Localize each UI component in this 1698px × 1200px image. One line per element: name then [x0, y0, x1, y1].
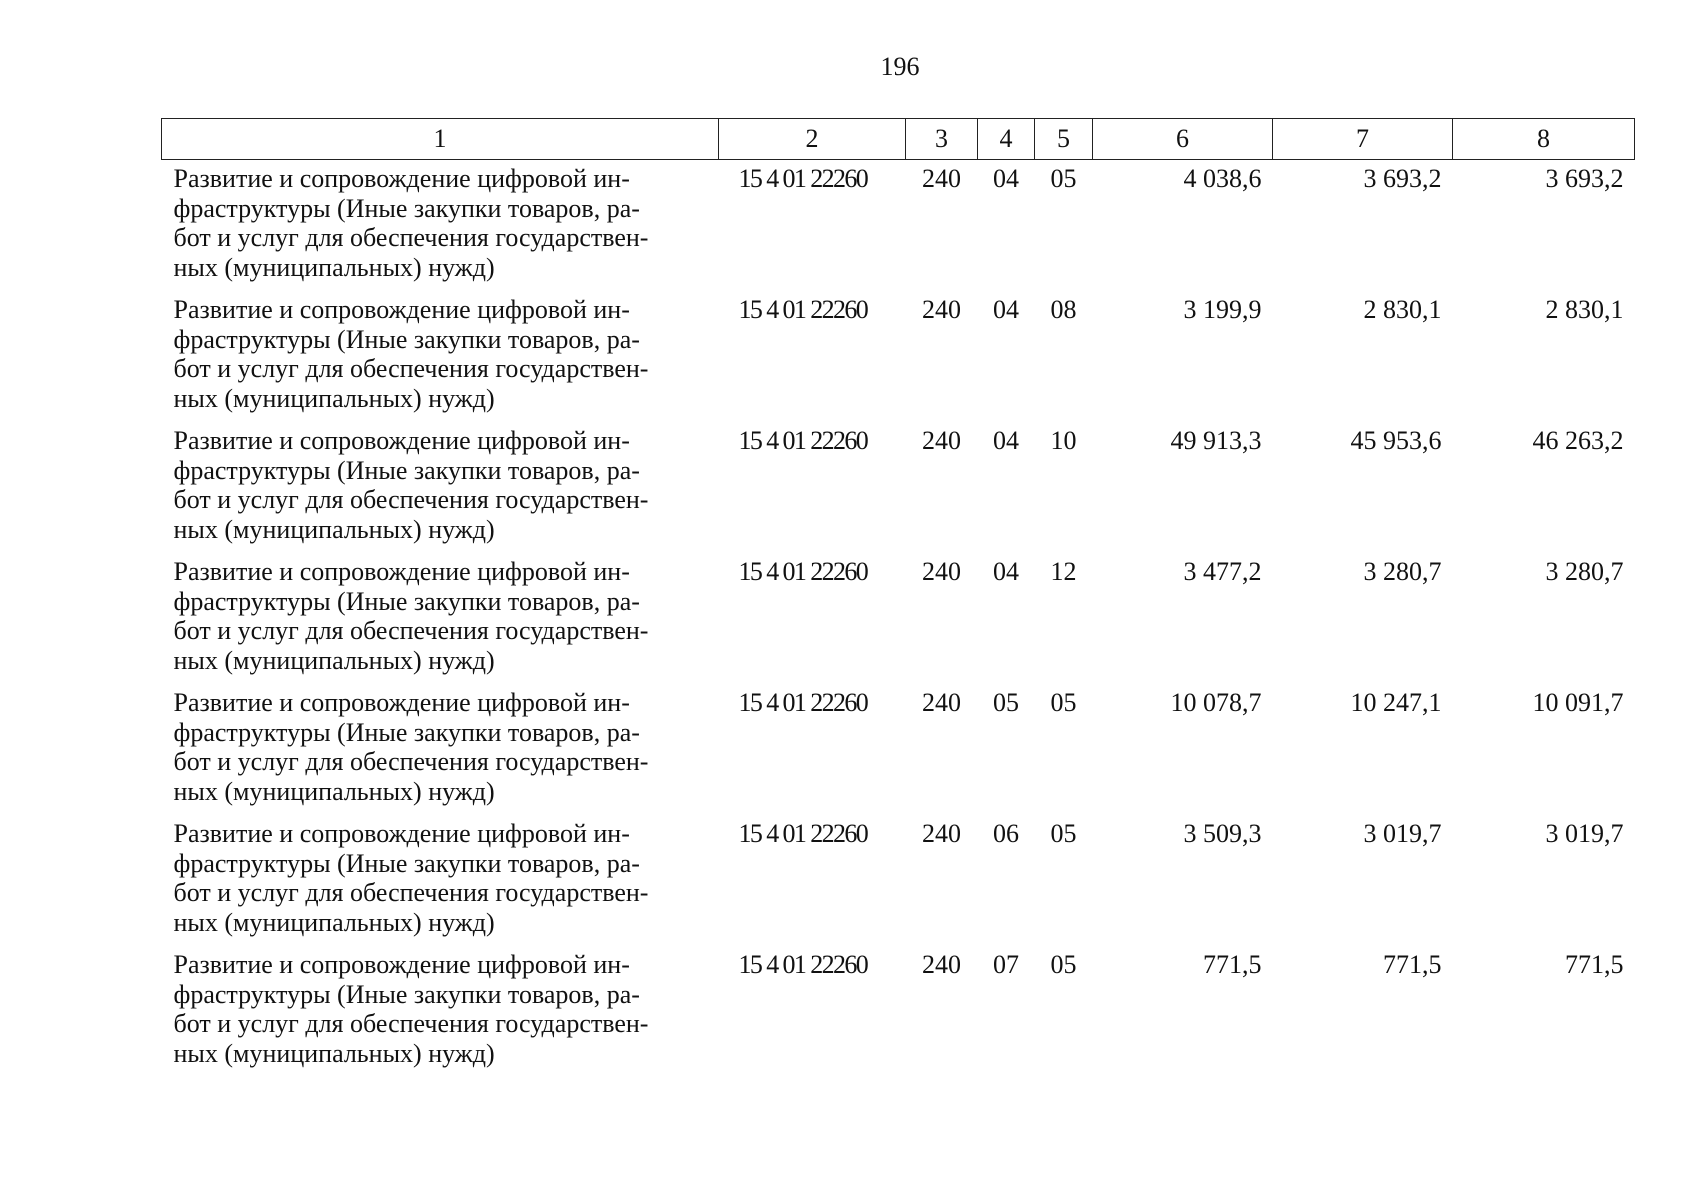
row-section: 05 [993, 688, 1019, 717]
row-target-article: 15 4 01 22260 [738, 426, 868, 455]
row-amount-year-1: 10 078,7 [1170, 688, 1262, 717]
row-amount-year-1: 4 038,6 [1183, 164, 1262, 193]
row-section: 04 [993, 295, 1019, 324]
row-target-article: 15 4 01 22260 [738, 295, 868, 324]
item-name-line: фраструктуры (Иные закупки товаров, ра- [173, 586, 640, 616]
row-amount-year-1: 49 913,3 [1170, 426, 1262, 455]
row-amount-year-2: 3 693,2 [1363, 164, 1442, 193]
item-name-line: Развитие и сопровождение цифровой ин- [173, 688, 630, 717]
row-expense-type: 240 [922, 295, 961, 324]
row-section: 04 [993, 164, 1019, 193]
item-name-line: бот и услуг для обеспечения государствен- [173, 1009, 649, 1038]
row-amount-year-2: 10 247,1 [1350, 688, 1442, 717]
row-amount-year-2: 45 953,6 [1350, 426, 1442, 455]
row-item-name [162, 946, 719, 1077]
row-amount-year-2: 3 019,7 [1363, 819, 1442, 848]
item-name-line: бот и услуг для обеспечения государствен- [173, 223, 649, 252]
row-amount-year-1: 771,5 [1203, 950, 1262, 979]
row-amount-year-3: 46 263,2 [1532, 426, 1624, 455]
header-cell-7: 7 [1273, 119, 1453, 160]
table-header [162, 119, 1635, 160]
item-name-line: бот и услуг для обеспечения государствен- [173, 616, 649, 645]
item-name-line: бот и услуг для обеспечения государствен- [173, 354, 649, 383]
header-cell-3: 3 [906, 119, 978, 160]
row-item-name [162, 422, 719, 553]
row-item-name [162, 291, 719, 422]
item-name-line: фраструктуры (Иные закупки товаров, ра- [173, 455, 640, 485]
row-target-article: 15 4 01 22260 [738, 819, 868, 848]
item-name-line: Развитие и сопровождение цифровой ин- [173, 557, 630, 586]
row-section: 04 [993, 557, 1019, 586]
item-name-line: бот и услуг для обеспечения государствен- [173, 485, 649, 514]
table-row [162, 160, 1635, 292]
budget-table [161, 118, 1635, 1077]
item-name-line: фраструктуры (Иные закупки товаров, ра- [173, 979, 640, 1009]
item-name-line: Развитие и сопровождение цифровой ин- [173, 295, 630, 324]
item-name-line: бот и услуг для обеспечения государствен- [173, 878, 649, 907]
page-number: 196 [880, 52, 920, 81]
item-name-line: фраструктуры (Иные закупки товаров, ра- [173, 717, 640, 747]
row-amount-year-2: 3 280,7 [1363, 557, 1442, 586]
item-name-line: фраструктуры (Иные закупки товаров, ра- [173, 324, 640, 354]
row-target-article: 15 4 01 22260 [738, 164, 868, 193]
row-amount-year-3: 10 091,7 [1532, 688, 1624, 717]
item-name-line: ных (муниципальных) нужд) [173, 776, 495, 806]
table-body [162, 160, 1635, 1078]
row-amount-year-1: 3 509,3 [1183, 819, 1262, 848]
table-row [162, 553, 1635, 684]
row-subsection: 08 [1050, 295, 1077, 324]
table-row [162, 684, 1635, 815]
table-row [162, 422, 1635, 553]
row-amount-year-2: 771,5 [1383, 950, 1442, 979]
row-subsection: 05 [1050, 688, 1077, 717]
row-item-name [162, 815, 719, 946]
row-expense-type: 240 [922, 164, 961, 193]
header-cell-6: 6 [1093, 119, 1273, 160]
item-name-line: ных (муниципальных) нужд) [173, 514, 495, 544]
item-name-line: фраструктуры (Иные закупки товаров, ра- [173, 193, 640, 223]
header-cell-4: 4 [978, 119, 1035, 160]
table-row [162, 815, 1635, 946]
row-expense-type: 240 [922, 950, 961, 979]
row-subsection: 12 [1050, 557, 1077, 586]
table-row [162, 946, 1635, 1077]
row-amount-year-3: 771,5 [1565, 950, 1624, 979]
row-target-article: 15 4 01 22260 [738, 688, 868, 717]
row-amount-year-1: 3 477,2 [1183, 557, 1262, 586]
row-section: 07 [993, 950, 1019, 979]
row-expense-type: 240 [922, 819, 961, 848]
table-row [162, 291, 1635, 422]
header-cell-5: 5 [1035, 119, 1093, 160]
row-amount-year-3: 3 280,7 [1545, 557, 1624, 586]
item-name-line: ных (муниципальных) нужд) [173, 1038, 495, 1068]
row-expense-type: 240 [922, 688, 961, 717]
header-cell-1: 1 [162, 119, 719, 160]
row-amount-year-2: 2 830,1 [1363, 295, 1442, 324]
row-subsection: 05 [1050, 164, 1077, 193]
item-name-line: ных (муниципальных) нужд) [173, 383, 495, 413]
row-section: 06 [993, 819, 1019, 848]
item-name-line: бот и услуг для обеспечения государствен- [173, 747, 649, 776]
row-item-name [162, 160, 719, 292]
item-name-line: фраструктуры (Иные закупки товаров, ра- [173, 848, 640, 878]
header-cell-8: 8 [1453, 119, 1635, 160]
header-cell-2: 2 [719, 119, 906, 160]
item-name-line: Развитие и сопровождение цифровой ин- [173, 426, 630, 455]
row-subsection: 10 [1050, 426, 1077, 455]
item-name-line: ных (муниципальных) нужд) [173, 907, 495, 937]
row-target-article: 15 4 01 22260 [738, 557, 868, 586]
row-amount-year-3: 2 830,1 [1545, 295, 1624, 324]
row-amount-year-3: 3 693,2 [1545, 164, 1624, 193]
item-name-line: Развитие и сопровождение цифровой ин- [173, 819, 630, 848]
item-name-line: Развитие и сопровождение цифровой ин- [173, 164, 630, 193]
row-amount-year-3: 3 019,7 [1545, 819, 1624, 848]
row-expense-type: 240 [922, 557, 961, 586]
row-item-name [162, 553, 719, 684]
header-row [162, 119, 1635, 160]
row-item-name [162, 684, 719, 815]
row-amount-year-1: 3 199,9 [1183, 295, 1262, 324]
row-expense-type: 240 [922, 426, 961, 455]
row-target-article: 15 4 01 22260 [738, 950, 868, 979]
item-name-line: Развитие и сопровождение цифровой ин- [173, 950, 630, 979]
row-section: 04 [993, 426, 1019, 455]
item-name-line: ных (муниципальных) нужд) [173, 252, 495, 282]
row-subsection: 05 [1050, 819, 1077, 848]
item-name-line: ных (муниципальных) нужд) [173, 645, 495, 675]
row-subsection: 05 [1050, 950, 1077, 979]
